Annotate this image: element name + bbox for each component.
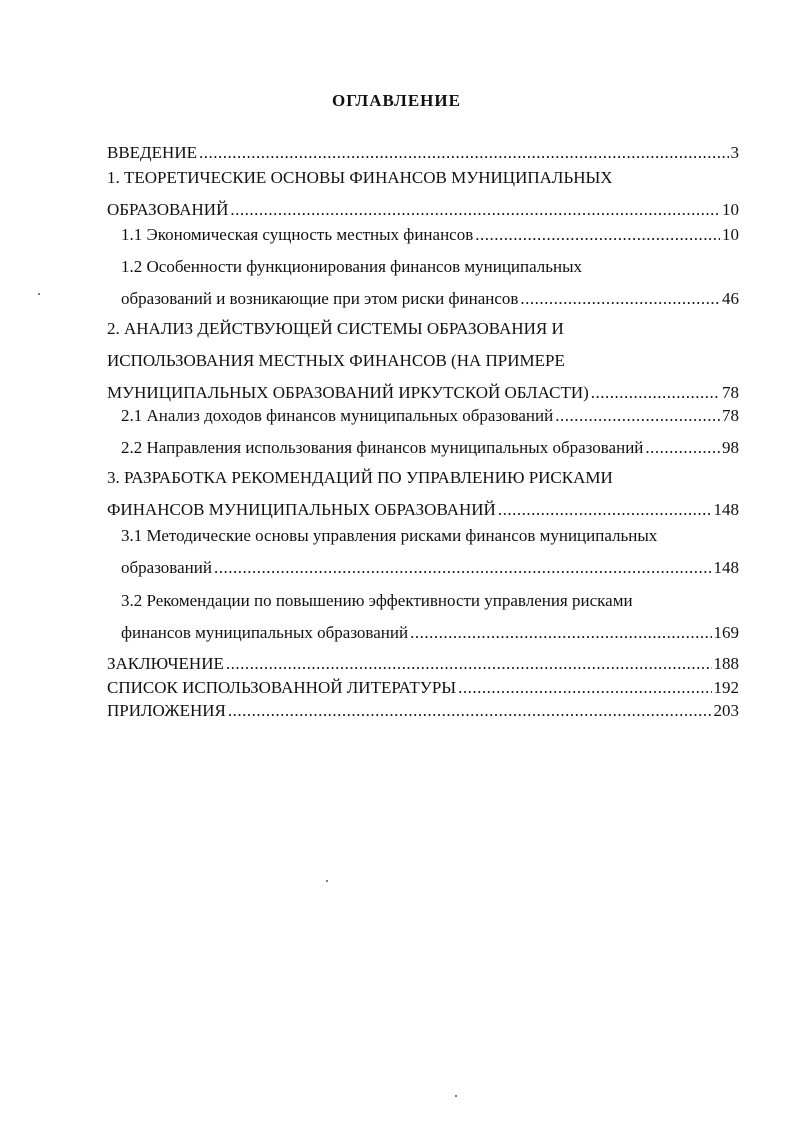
toc-entry-section-2-2: [121, 432, 739, 464]
toc-entry-title: ВВЕДЕНИЕ: [107, 143, 197, 162]
toc-entry-line: [121, 552, 739, 584]
toc-page-number: 10: [722, 225, 739, 244]
toc-entry-section-2-1: [121, 400, 739, 432]
toc-page-number: 98: [722, 438, 739, 457]
toc-entry-chapter-3: [107, 462, 739, 526]
toc-page-number: 148: [713, 500, 739, 519]
dot-leader: [214, 552, 712, 584]
toc-entry-section-1-2: [121, 251, 739, 315]
toc-entry-line: [121, 283, 739, 315]
toc-entry-title: 3.1 Методические основы управления рисками финансов муниципальных: [121, 526, 658, 545]
toc-entry-title: 2.1 Анализ доходов финансов муниципальных образований: [121, 406, 554, 425]
page-title: ОГЛАВЛЕНИЕ: [332, 91, 461, 110]
scan-speck: [455, 1095, 457, 1097]
toc-entry-title: образований: [121, 558, 212, 577]
dot-leader: [226, 652, 712, 676]
toc-page-number: 169: [713, 623, 739, 642]
toc-entry-title: 1.1 Экономическая сущность местных финансов: [121, 225, 474, 244]
toc-entry-chapter-2: [107, 313, 739, 409]
toc-entry-line: [107, 652, 739, 676]
toc-entry-section-3-2: [121, 585, 739, 649]
toc-entry-title: ПРИЛОЖЕНИЯ: [107, 701, 226, 720]
toc-entry-title: ФИНАНСОВ МУНИЦИПАЛЬНЫХ ОБРАЗОВАНИЙ: [107, 500, 496, 519]
toc-entry-title: образований и возникающие при этом риски финансов: [121, 289, 519, 308]
toc-page-number: 148: [713, 558, 739, 577]
toc-page-number: 192: [713, 678, 739, 697]
toc-entry-title: 2. АНАЛИЗ ДЕЙСТВУЮЩЕЙ СИСТЕМЫ ОБРАЗОВАНИЯ И: [107, 319, 564, 338]
toc-entry-title: 1.2 Особенности функционирования финансов муниципальных: [121, 257, 583, 276]
toc-entry-title: МУНИЦИПАЛЬНЫХ ОБРАЗОВАНИЙ ИРКУТСКОЙ ОБЛАСТИ): [107, 383, 589, 402]
toc-page-number: 203: [713, 701, 739, 720]
toc-page-number: 78: [722, 406, 739, 425]
toc-entry-title: финансов муниципальных образований: [121, 623, 409, 642]
dot-leader: [410, 617, 711, 649]
dot-leader: [645, 432, 720, 464]
toc-entry-chapter-1: [107, 162, 739, 226]
toc-entry-line: [121, 432, 739, 464]
toc-entry-title: 2.2 Направления использования финансов муниципальных образований: [121, 438, 644, 457]
scan-speck: [326, 880, 328, 882]
toc-entry-title: СПИСОК ИСПОЛЬЗОВАННОЙ ЛИТЕРАТУРЫ: [107, 678, 457, 697]
toc-entry-section-1-1: [121, 219, 739, 251]
toc-entry-line: [121, 400, 739, 432]
dot-leader: [228, 699, 712, 723]
toc-entry-title: ИСПОЛЬЗОВАНИЯ МЕСТНЫХ ФИНАНСОВ (НА ПРИМЕРЕ: [107, 351, 565, 370]
dot-leader: [520, 283, 720, 315]
toc-page-number: 46: [722, 289, 739, 308]
toc-page-number: 3: [730, 143, 739, 162]
toc-entry-title: ЗАКЛЮЧЕНИЕ: [107, 654, 224, 673]
toc-entry-references: [107, 676, 739, 700]
toc-entry-title: 1. ТЕОРЕТИЧЕСКИЕ ОСНОВЫ ФИНАНСОВ МУНИЦИПАЛЬНЫХ: [107, 168, 613, 187]
toc-entry-section-3-1: [121, 520, 739, 584]
toc-entry-line: [121, 219, 739, 251]
toc-entry-line: [107, 699, 739, 723]
toc-page-number: 78: [722, 383, 739, 402]
dot-leader: [458, 676, 711, 700]
dot-leader: [475, 219, 720, 251]
toc-entry-line: [107, 676, 739, 700]
toc-entry-title: 3. РАЗРАБОТКА РЕКОМЕНДАЦИЙ ПО УПРАВЛЕНИЮ РИСКАМИ: [107, 468, 613, 487]
toc-entry-line: [121, 617, 739, 649]
toc-page-number: 188: [713, 654, 739, 673]
toc-entry-title: ОБРАЗОВАНИЙ: [107, 200, 229, 219]
dot-leader: [555, 400, 720, 432]
toc-entry-conclusion: [107, 652, 739, 676]
scan-speck: [38, 293, 40, 295]
toc-page-number: 10: [722, 200, 739, 219]
toc-entry-appendices: [107, 699, 739, 723]
toc-entry-title: 3.2 Рекомендации по повышению эффективности управления рисками: [121, 591, 633, 610]
